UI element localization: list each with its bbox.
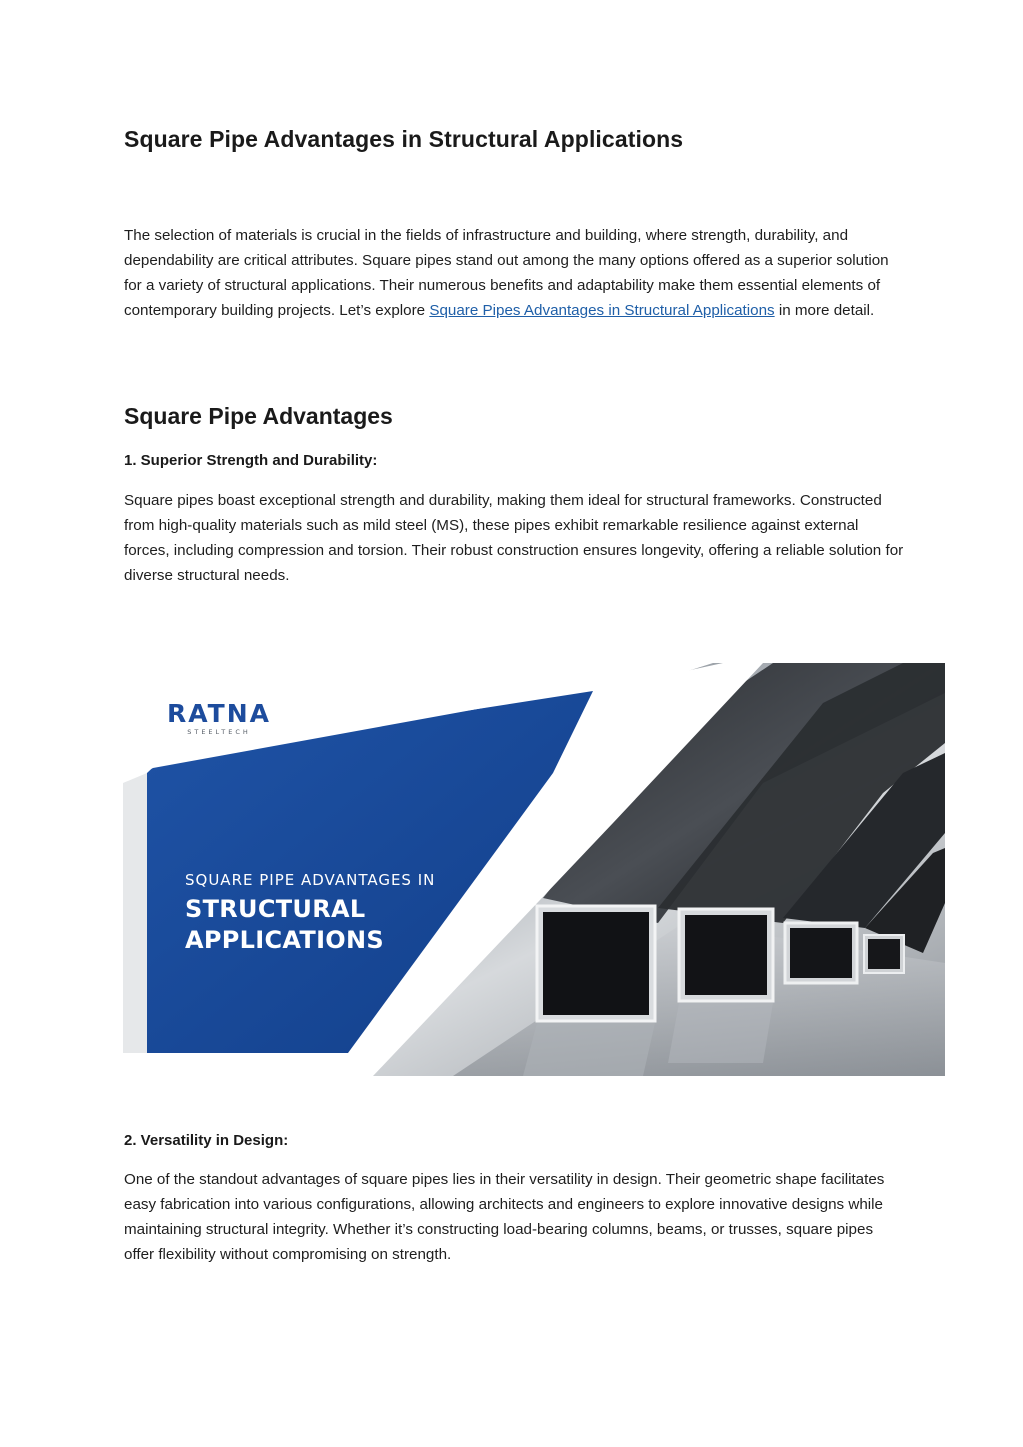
- point-2-paragraph: One of the standout advantages of square pipes lies in their versatility in design. Their geometric shape facilitates easy fabrication into various configurations, allowing architects and engineers to explore innovative designs while maintaining structural integrity. Whether it’s constructing load-bearing columns, beams, or trusses, square pipes offer flexibility without compromising on strength.: [124, 1171, 885, 1263]
- square-pipes-banner-image: [123, 663, 945, 1076]
- point-1-heading: 1. Superior Strength and Durability:: [124, 452, 378, 469]
- logo-wordmark: RATNA: [167, 699, 271, 728]
- intro-paragraph: [124, 223, 904, 323]
- square-pipes-advantages-link[interactable]: Square Pipes Advantages in Structural Applications: [429, 302, 775, 319]
- banner-subtitle: SQUARE PIPE ADVANTAGES IN: [185, 871, 436, 889]
- banner-headline: [185, 894, 384, 956]
- ratna-logo: [167, 701, 271, 736]
- logo-tagline: STEELTECH: [187, 728, 251, 736]
- section-heading: Square Pipe Advantages: [124, 403, 393, 429]
- banner-headline-line-2: APPLICATIONS: [185, 926, 384, 954]
- point-2-heading: 2. Versatility in Design:: [124, 1132, 289, 1149]
- intro-tail: in more detail.: [774, 302, 875, 319]
- point-1-paragraph: Square pipes boast exceptional strength and durability, making them ideal for structural frameworks. Constructed from high-quality materials such as mild steel (MS), these pipes exhibit remarkable resilience against external forces, including compression and torsion. Their robust construction ensures longevity, offering a reliable solution for diverse structural needs.: [124, 492, 904, 584]
- intro-text: The selection of materials is crucial in the fields of infrastructure and building, where strength, durability, and dependability are critical attributes. Square pipes stand out among the many options offered as a superior solution for a variety of structural applications. Their numerous benefits and adaptability make them essential elements of contemporary building projects. Let’s explore: [124, 227, 889, 319]
- banner-headline-line-1: STRUCTURAL: [185, 895, 366, 923]
- page-title: Square Pipe Advantages in Structural Applications: [124, 126, 684, 152]
